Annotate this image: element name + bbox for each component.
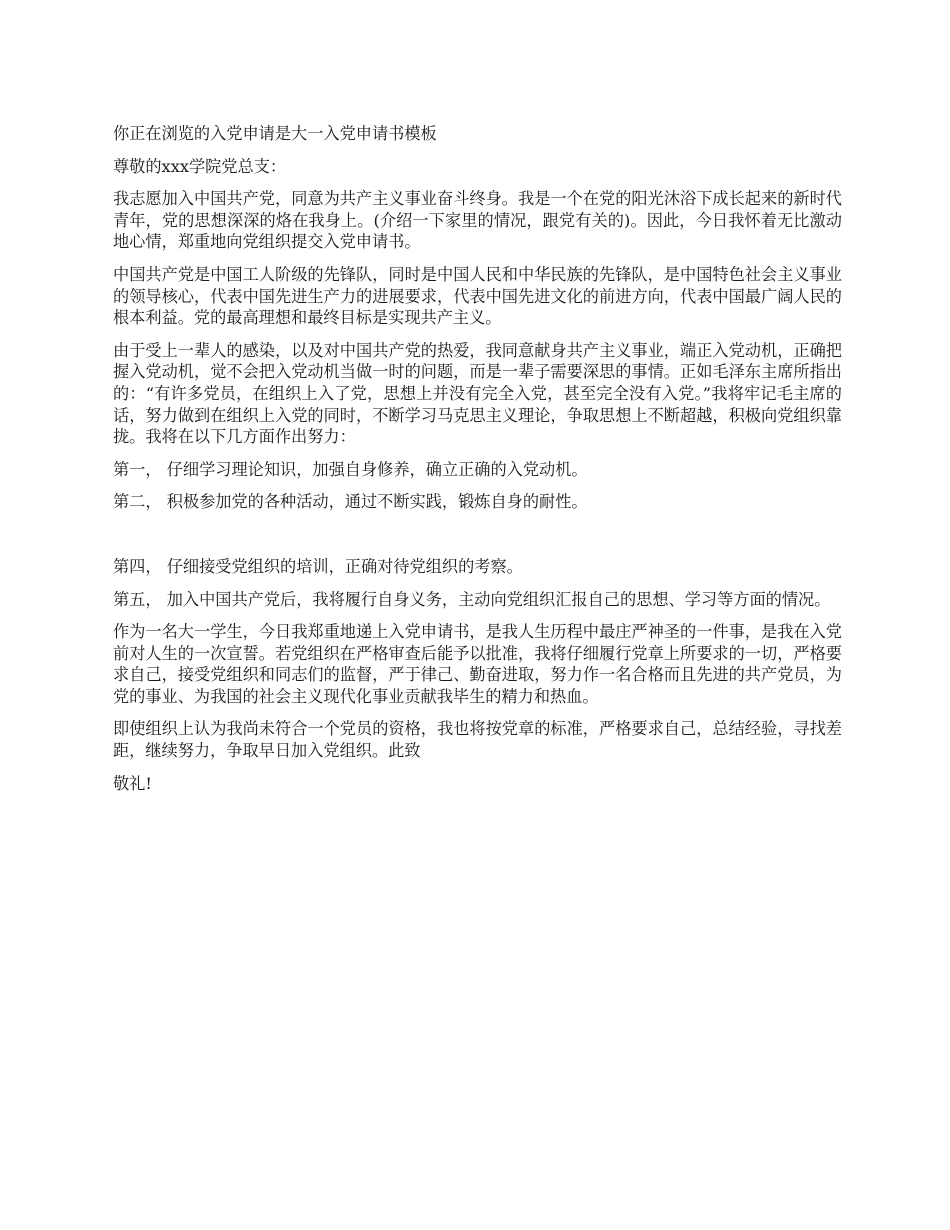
document-title-line: 你正在浏览的入党申请是大一入党申请书模板 [113,124,437,143]
salutation: 尊敬的xxx学院党总支： [113,156,287,176]
point-item: 第五， 加入中国共产党后，我将履行自身义务，主动向党组织汇报自己的思想、学习等方面的情况。 [113,589,831,609]
body-paragraph: 我志愿加入中国共产党，同意为共产主义事业奋斗终身。我是一个在党的阳光沐浴下成长起来的新时代青年，党的思想深深的烙在我身上。(介绍一下家里的情况，跟党有关的)。因此，今日我怀着无比激动地心情，郑重地向党组织提交入党申请书。 [113,189,842,252]
sign-off: 敬礼! [113,773,152,793]
body-paragraph: 由于受上一辈人的感染，以及对中国共产党的热爱，我同意献身共产主义事业，端正入党动机，正确把握入党动机，觉不会把入党动机当做一时的问题，而是一辈子需要深思的事情。正如毛泽东主席所指出的：“有许多党员，在组织上入了党，思想上并没有完全入党，甚至完全没有入党。”我将牢记毛主席的话，努力做到在组织上入党的同时，不断学习马克思主义理论，争取思想上不断超越，积极向党组织靠拢。我将在以下几方面作出努力： [113,340,842,447]
blank-gap [113,524,842,556]
point-item: 第四， 仔细接受党组织的培训，正确对待党组织的考察。 [113,556,523,576]
point-item: 第一， 仔细学习理论知识，加强自身修养，确立正确的入党动机。 [113,459,588,479]
closing-paragraph: 即使组织上认为我尚未符合一个党员的资格，我也将按党章的标准，严格要求自己，总结经验，寻找差距，继续努力，争取早日加入党组织。此致 [113,719,842,761]
closing-paragraph: 作为一名大一学生，今日我郑重地递上入党申请书，是我人生历程中最庄严神圣的一件事，是我在入党前对人生的一次宣誓。若党组织在严格审查后能予以批准，我将仔细履行党章上所要求的一切，严格要求自己，接受党组织和同志们的监督，严于律己、勤奋进取，努力作一名合格而且先进的共产党员，为党的事业、为我国的社会主义现代化事业贡献我毕生的精力和热血。 [113,622,842,706]
body-paragraph: 中国共产党是中国工人阶级的先锋队，同时是中国人民和中华民族的先锋队，是中国特色社会主义事业的领导核心，代表中国先进生产力的进展要求，代表中国先进文化的前进方向，代表中国最广阔人民的根本利益。党的最高理想和最终目标是实现共产主义。 [113,264,842,328]
point-item: 第二， 积极参加党的各种活动，通过不断实践，锻炼自身的耐性。 [113,492,588,512]
